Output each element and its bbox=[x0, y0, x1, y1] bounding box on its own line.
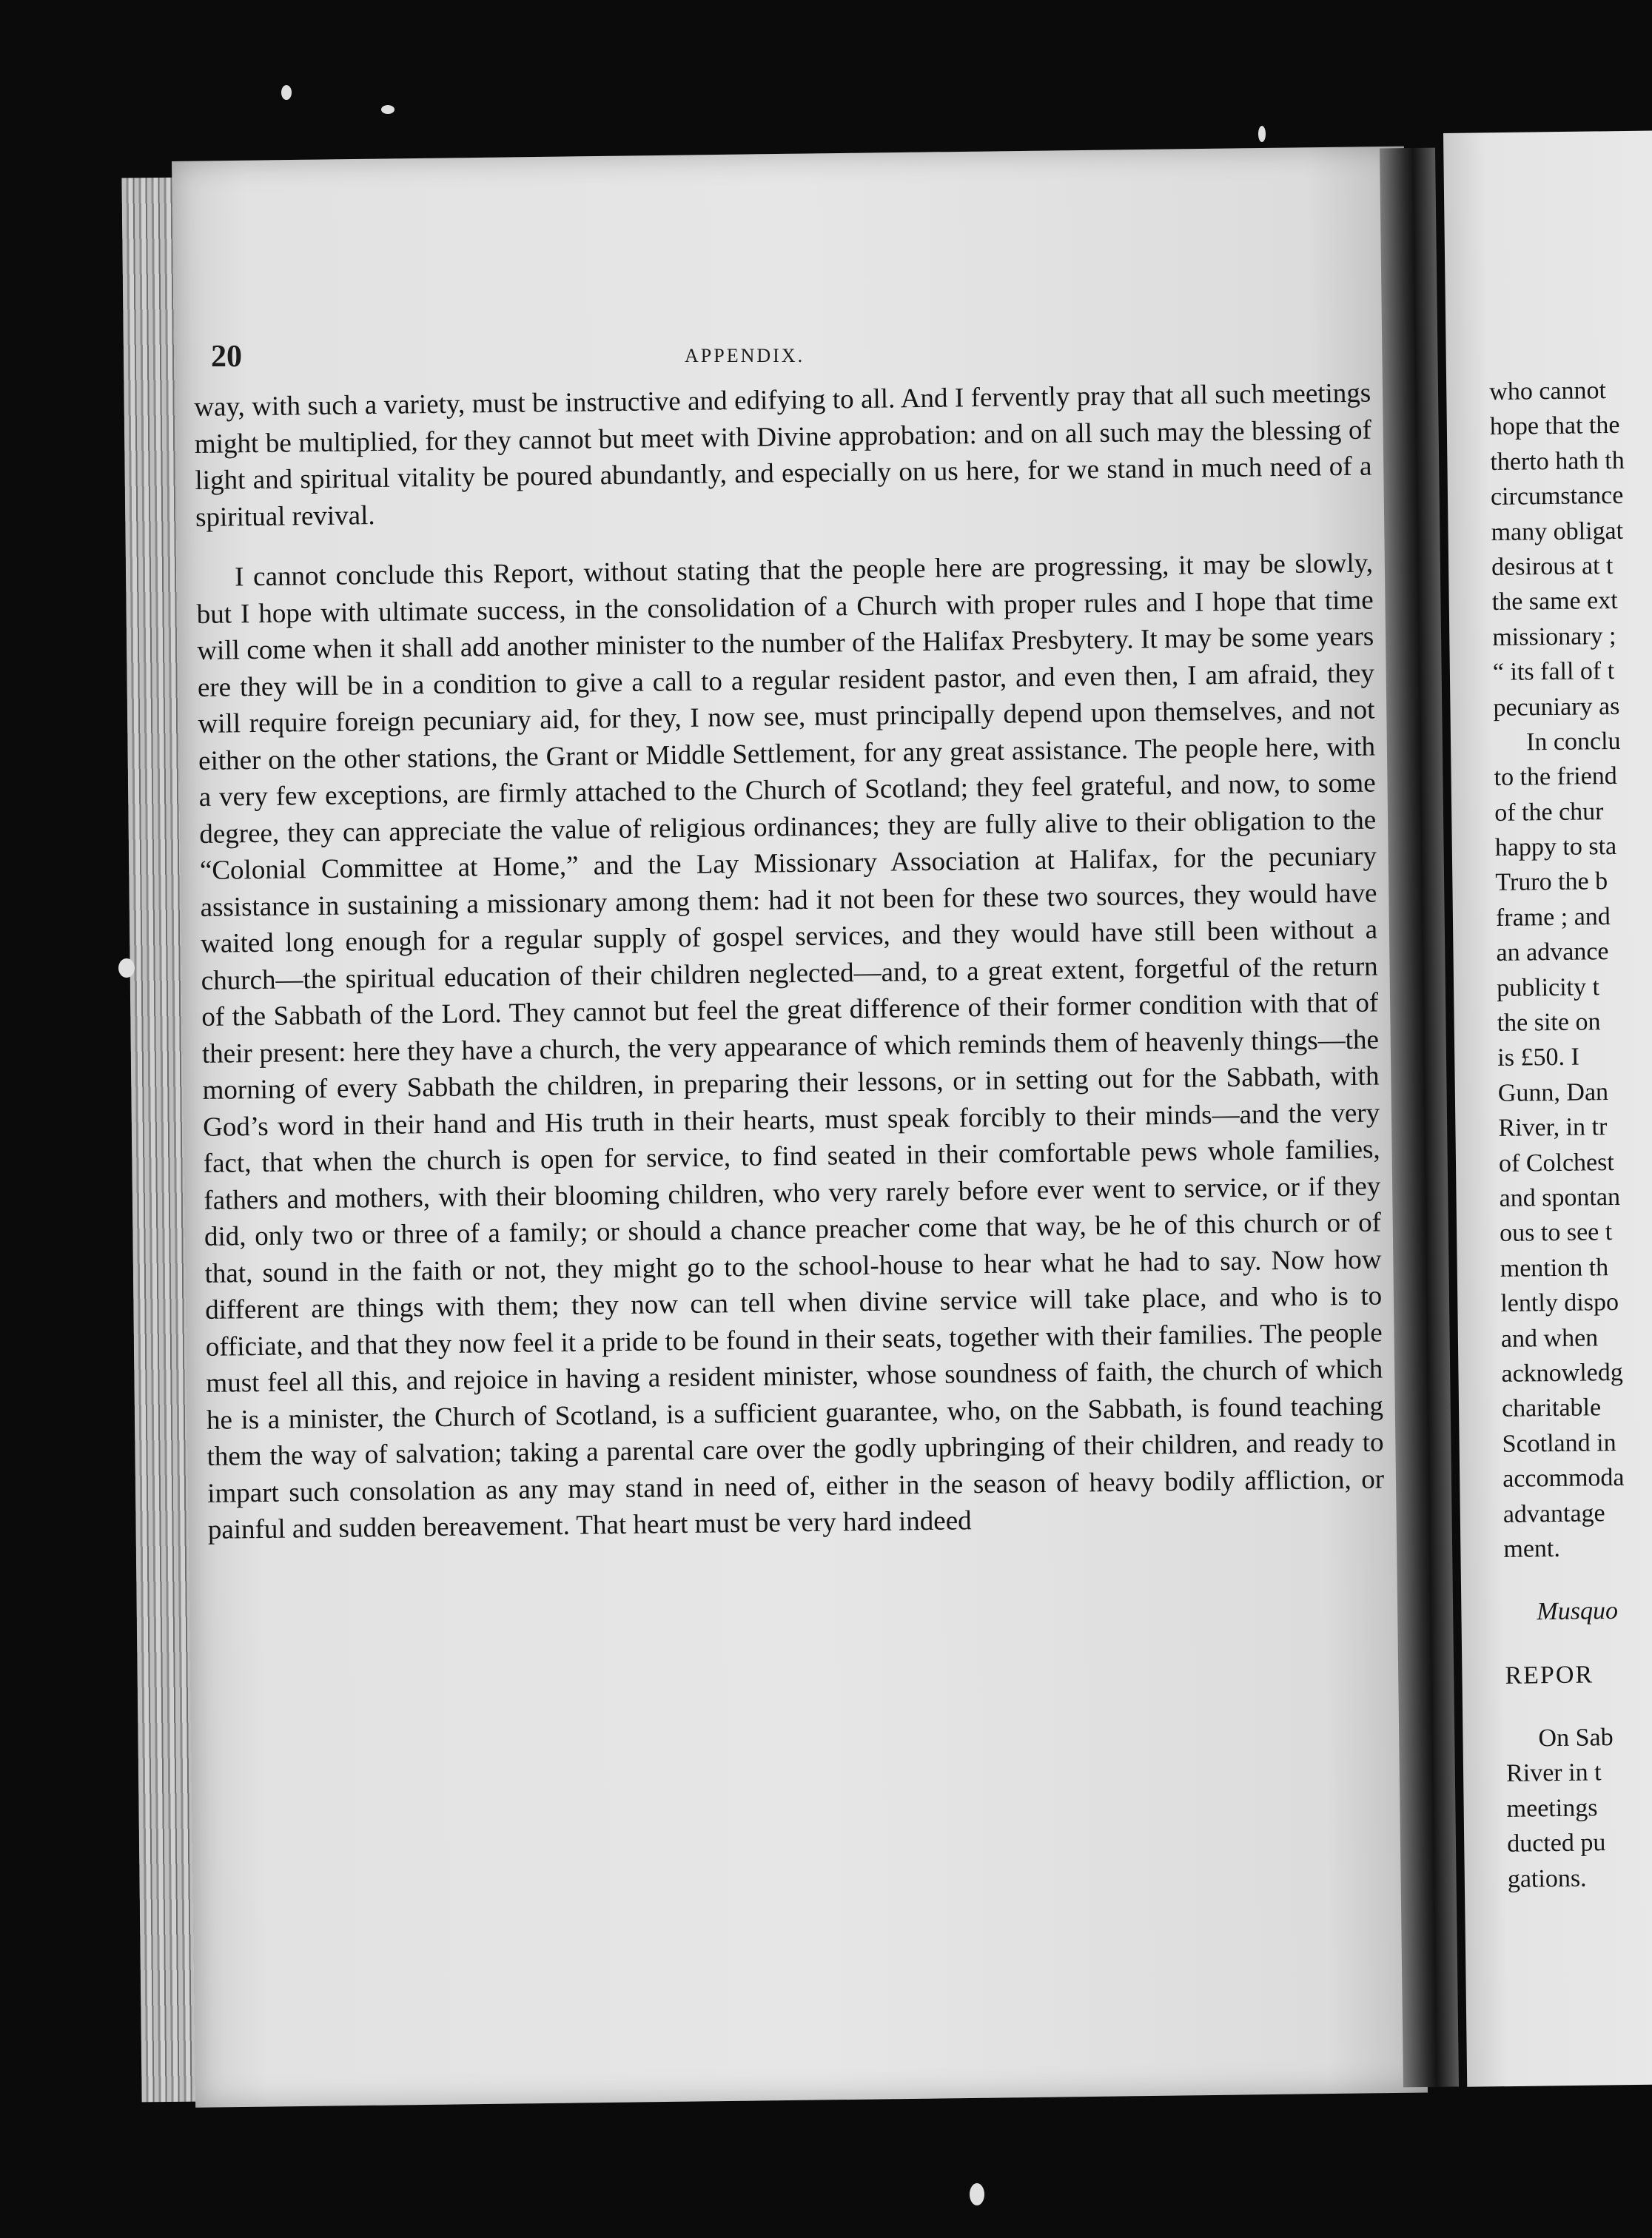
signature-line: Musquo bbox=[1537, 1597, 1619, 1626]
right-page-line: charitable bbox=[1501, 1394, 1602, 1423]
dust-speck bbox=[381, 105, 394, 114]
right-page-line: River in t bbox=[1505, 1758, 1602, 1788]
right-page-line: circumstance bbox=[1490, 481, 1624, 511]
right-page-line: the same ext bbox=[1491, 587, 1618, 616]
right-page-line: In conclu bbox=[1525, 727, 1621, 756]
right-page-line: of Colchest bbox=[1498, 1148, 1615, 1177]
dust-speck bbox=[281, 85, 292, 100]
right-page-line: ducted pu bbox=[1507, 1829, 1606, 1858]
right-page-line: happy to sta bbox=[1494, 833, 1617, 862]
right-page-line: hope that the bbox=[1489, 411, 1620, 441]
right-page-line: many obligat bbox=[1491, 517, 1624, 546]
right-page-line: to the friend bbox=[1494, 762, 1618, 792]
right-page-paragraph-2 bbox=[1494, 723, 1652, 1567]
dust-speck bbox=[118, 958, 135, 978]
dust-speck bbox=[970, 2183, 984, 2205]
right-page-line: is £50. I bbox=[1497, 1044, 1580, 1072]
right-page-paragraph-1 bbox=[1489, 372, 1652, 725]
right-page-body bbox=[1489, 372, 1652, 1897]
right-page-line: desirous at t bbox=[1491, 551, 1614, 581]
right-page-line: River, in tr bbox=[1498, 1113, 1608, 1143]
right-page-line: “ its fall of t bbox=[1492, 657, 1615, 687]
right-page-line: lently dispo bbox=[1500, 1288, 1619, 1318]
right-page-line: the site on bbox=[1497, 1008, 1601, 1037]
right-page-line: therto hath th bbox=[1490, 446, 1625, 476]
right-page-line: and when bbox=[1500, 1323, 1599, 1353]
paragraph-report-conclusion: I cannot conclude this Report, without stating that the people here are progressing, it may be slowly, but I hope with ultimate success, in the consolidation of a Church with proper rules and I hope that time will come when it shall add another minister to the number of the Halifax Presbytery. It may be some years ere they will be in a condition to give a call to a regular resident pastor, and even then, I am afraid, they will require foreign pecuniary aid, for they, I now see, must principally depend upon themselves, and not either on the other stations, the Grant or Middle Settlement, for any great assistance. The people here, with a very few exceptions, are firmly attached to the Church of Scotland; they feel grateful, and now, to some degree, they can appreciate the value of religious ordinances; they are fully alive to their obligation to the “Colonial Committee at Home,” and the Lay Missionary Association at Halifax, for the pecuniary assistance in sustaining a missionary among them: had it not been for these two sources, they would have waited long enough for a regular supply of gospel services, and they would have still been without a church—the spiritual education of their children neglected—and, to a great extent, forgetful of the return of the Sabbath of the Lord. They cannot but feel the great difference of their former condition with that of their present: here they have a church, the very appearance of which reminds them of heavenly things—the morning of every Sabbath the children, in preparing their lessons, or in setting out for the Sabbath, with God’s word in their hand and His truth in their hearts, must speak forcibly to their minds—and the very fact, that when the church is open for service, to find seated in their comfortable pews whole families, fathers and mothers, with their blooming children, who very rarely before ever went to service, or if they did, only two or three of a family; or should a chance preacher come that way, be he of this church or of that, sound in the faith or not, they might go to the school-house to hear what he had to say. Now how different are things with them; they now can tell when divine service will take place, and who is to officiate, and that they now feel it a pride to be found in their seats, together with their families. The people must feel all this, and rejoice in having a resident minister, whose soundness of faith, the church of which he is a minister, the Church of Scotland, is a sufficient guarantee, who, on the Sabbath, is found teaching them the way of salvation; taking a parental care over the godly upbringing of their children, and ready to impart such consolation as any may stand in need of, either in the season of heavy bodily affliction, or painful and sudden bereavement. That heart must be very hard indeed bbox=[196, 548, 1385, 1545]
right-page-line: mention th bbox=[1500, 1253, 1609, 1283]
right-page-line: frame ; and bbox=[1495, 902, 1611, 932]
right-page-line: Scotland in bbox=[1502, 1428, 1616, 1458]
right-page-line: pecuniary as bbox=[1493, 692, 1620, 722]
section-heading: REPOR bbox=[1505, 1661, 1594, 1690]
page-number: 20 bbox=[211, 340, 242, 374]
right-page-line: On Sab bbox=[1538, 1724, 1614, 1753]
right-page-line: ment. bbox=[1503, 1534, 1561, 1563]
left-page-body bbox=[194, 375, 1385, 1549]
right-page-line: Gunn, Dan bbox=[1497, 1078, 1609, 1107]
right-page-line: an advance bbox=[1496, 938, 1609, 967]
dust-speck bbox=[1258, 126, 1266, 142]
right-page-line: acknowledg bbox=[1501, 1358, 1623, 1388]
right-page-line: Truro the b bbox=[1495, 867, 1608, 897]
running-head: APPENDIX. bbox=[685, 345, 805, 366]
right-page-line: and spontan bbox=[1499, 1183, 1621, 1212]
right-page-line: of the chur bbox=[1494, 797, 1604, 827]
right-page-line: publicity t bbox=[1496, 972, 1600, 1002]
right-page-line: gations. bbox=[1507, 1864, 1587, 1893]
right-page-line: meetings bbox=[1506, 1794, 1598, 1823]
right-page-line: accommoda bbox=[1502, 1463, 1625, 1493]
paragraph-continuation: way, with such a variety, must be instructive and edifying to all. And I fervently pray that all such meetings might be multiplied, for they cannot but meet with Divine approbation: and on all such may the blessing of light and spiritual vitality be poured abundantly, and especially on us here, for we stand in much need of a spiritual revival. bbox=[194, 377, 1372, 533]
right-page-paragraph-3 bbox=[1505, 1719, 1652, 1897]
right-page-line: advantage bbox=[1502, 1499, 1605, 1528]
right-page-line: who cannot bbox=[1489, 377, 1607, 406]
right-page-line: ous to see t bbox=[1499, 1218, 1613, 1248]
right-page-line: missionary ; bbox=[1492, 622, 1616, 651]
